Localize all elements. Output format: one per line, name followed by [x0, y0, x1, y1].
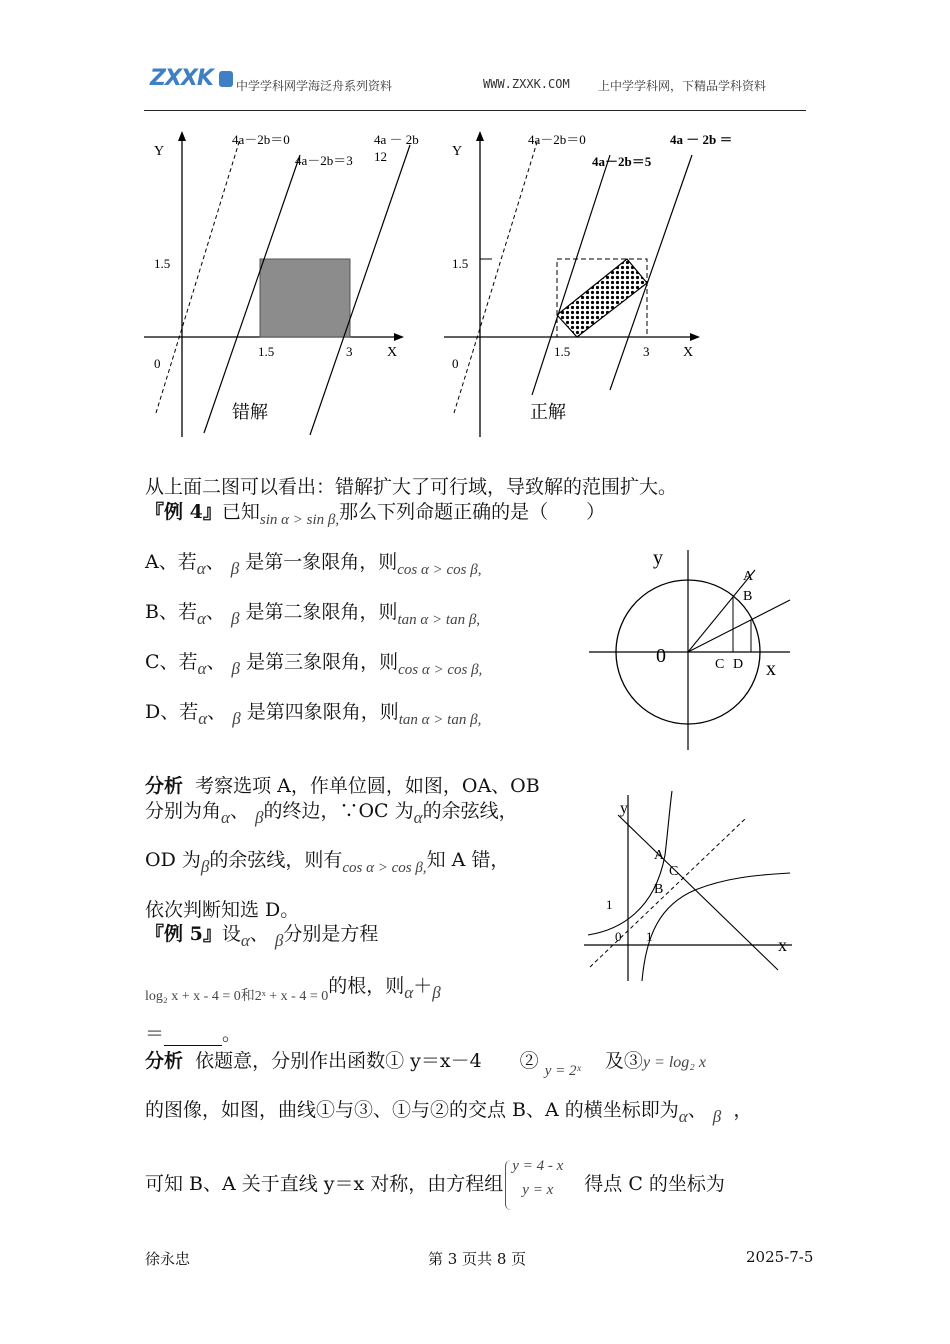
plus-sign: ＋ — [413, 975, 433, 997]
y-tick-label: 1.5 — [452, 256, 469, 271]
point-a-label: A — [743, 569, 754, 584]
beta-symbol: β — [255, 808, 264, 827]
point-c-label: C — [715, 657, 725, 672]
system-row-2: y = x — [522, 1182, 554, 1198]
line-label-2: 4a－2b＝5 — [592, 154, 652, 169]
beta-symbol: β — [712, 1107, 722, 1126]
curve-exp — [588, 791, 672, 935]
example4-condition: sin α > sin β, — [259, 512, 340, 528]
example5-answer-line — [145, 1022, 241, 1046]
option-b-prefix: B、若 — [145, 601, 197, 623]
origin-label: 0 — [615, 929, 622, 944]
y-axis-arrow-icon — [178, 131, 186, 141]
analysis4-line2 — [145, 799, 518, 830]
option-a-text: 是第一象限角，则 — [245, 551, 398, 573]
analysis4-text-1: 考察选项 A，作单位圆，如图，OA、OB — [195, 775, 540, 797]
function-3-math: y = log₂ x — [642, 1054, 706, 1071]
analysis4-math: cos α > cos β, — [342, 860, 427, 876]
analysis4-text-3a: OD 为 — [145, 849, 201, 871]
analysis4-text-3c: 知 A 错， — [426, 849, 510, 871]
analysis5-line3 — [145, 1160, 725, 1210]
site-logo-text: ZXXK — [150, 66, 213, 91]
ray-ob — [688, 600, 790, 652]
example5-stem — [145, 922, 378, 953]
x-label: X — [387, 345, 398, 360]
x-axis-arrow-icon — [394, 333, 404, 341]
origin-label: 0 — [452, 356, 459, 371]
beta-symbol: β — [232, 709, 241, 728]
analysis4-text-2a: 分别为角 — [145, 800, 222, 822]
analysis5-text-a: 依题意，分别作出函数① y＝x－4 ② — [195, 1050, 539, 1072]
one-x-label: 1 — [646, 929, 653, 944]
header-rule — [144, 110, 806, 111]
origin-label: 0 — [656, 645, 666, 667]
line-dashed — [454, 139, 538, 413]
y-label: Y — [452, 144, 463, 159]
example4-stem — [145, 500, 605, 532]
line-label-1: 4a－2b＝0 — [232, 132, 290, 147]
example5-equation-line — [145, 974, 441, 1009]
line-label-3: 4a － 2b ＝ — [670, 132, 733, 147]
x-axis-arrow-icon — [690, 333, 700, 341]
option-c-math: cos α > cos β, — [398, 662, 483, 678]
point-b-label: B — [654, 882, 664, 897]
beta-symbol: β — [230, 609, 240, 628]
alpha-symbol: α — [404, 983, 414, 1002]
analysis5-text-3b: 得点 C 的坐标为 — [584, 1173, 725, 1195]
origin-label: 0 — [154, 356, 161, 371]
x-label: x — [778, 935, 787, 955]
option-a-math: cos α > cos β, — [397, 562, 482, 578]
figure-wrong-solution — [140, 125, 440, 445]
header-left-text: 中学学科网学海泛舟系列资料 — [236, 79, 393, 93]
analysis-label: 分析 — [145, 775, 184, 797]
x-label: x — [766, 658, 776, 680]
beta-symbol: β — [432, 983, 441, 1002]
alpha-symbol: α — [221, 808, 230, 827]
option-b — [145, 600, 480, 632]
beta-symbol: β — [230, 559, 240, 578]
option-a — [145, 550, 481, 582]
analysis5-line1 — [145, 1049, 706, 1083]
x-tick-label-2: 3 — [346, 344, 353, 359]
point-a-label: A — [654, 848, 665, 863]
analysis4-text-2c: 的余弦线， — [422, 800, 518, 822]
footer-author: 徐永忠 — [145, 1250, 191, 1268]
separator: 、 — [249, 923, 269, 945]
example5-label: 『例 5』 — [145, 923, 222, 945]
footer-date: 2025-7-5 — [746, 1248, 814, 1266]
example4-text-a: 已知 — [221, 501, 260, 523]
function-2-math: y = 2ˣ — [544, 1063, 581, 1079]
beta-symbol: β — [231, 659, 241, 678]
option-c-prefix: C、若 — [145, 651, 198, 673]
alpha-symbol: α — [678, 1107, 688, 1126]
point-c-label: C — [669, 864, 679, 879]
x-tick-label-1: 1.5 — [258, 344, 275, 359]
option-a-prefix: A、若 — [145, 551, 197, 573]
alpha-symbol: α — [198, 709, 208, 728]
summary-paragraph: 从上面二图可以看出：错解扩大了可行域，导致解的范围扩大。 — [145, 476, 678, 498]
example5-text-b: 分别是方程 — [283, 923, 379, 945]
analysis5-text-3a: 可知 B、A 关于直线 y＝x 对称，由方程组 — [145, 1173, 504, 1195]
curve-log — [642, 873, 790, 981]
alpha-symbol: α — [240, 931, 250, 950]
analysis4-line3 — [145, 848, 509, 880]
line-label-1: 4a－2b＝0 — [528, 132, 586, 147]
beta-symbol: β — [274, 931, 284, 950]
footer-page: 第 3 页共 8 页 — [428, 1250, 527, 1268]
point-d-label: D — [733, 657, 744, 672]
y-label: Y — [154, 144, 165, 159]
separator: 、 — [207, 701, 227, 723]
alpha-symbol: α — [413, 808, 423, 827]
one-y-label: 1 — [606, 897, 613, 912]
caption: 错解 — [232, 402, 268, 422]
option-d-text: 是第四象限角，则 — [246, 701, 399, 723]
example5-text-a: 设 — [221, 923, 241, 945]
y-tick-label: 1.5 — [154, 256, 171, 271]
line-label-2: 4a－2b＝3 — [295, 153, 353, 168]
analysis4-text-3b: 的余弦线，则有 — [209, 849, 343, 871]
system-row-1: y = 4 - x — [512, 1158, 564, 1174]
analysis-label: 分析 — [145, 1050, 184, 1072]
analysis5-line2 — [145, 1098, 752, 1129]
analysis4-line4: 依次判断知选 D。 — [145, 899, 300, 921]
point-b-label: B — [743, 589, 753, 604]
x-label: X — [683, 345, 694, 360]
beta-symbol: β — [200, 857, 210, 876]
analysis4-line1 — [145, 774, 540, 798]
header-url: WWW.ZXXK.COM — [483, 77, 570, 91]
example4-text-b: 那么下列命题正确的是（ ） — [339, 501, 606, 523]
y-label: y — [620, 800, 628, 817]
example4-label: 『例 4』 — [145, 501, 222, 523]
feasible-region — [557, 259, 647, 337]
alpha-symbol: α — [196, 559, 206, 578]
analysis5-text-2b: ， — [733, 1099, 753, 1121]
option-d-prefix: D、若 — [145, 701, 199, 723]
option-c-text: 是第三象限角，则 — [246, 651, 399, 673]
separator: 、 — [206, 651, 226, 673]
caption: 正解 — [530, 402, 566, 422]
y-label: y — [653, 547, 663, 569]
analysis5-text-2a: 的图像，如图，曲线①与③、①与②的交点 B、A 的横坐标即为 — [145, 1099, 679, 1121]
equation-system — [505, 1160, 582, 1210]
figure-correct-solution — [440, 125, 760, 445]
equals-sign: ＝ — [145, 1023, 165, 1045]
answer-blank[interactable] — [164, 1027, 222, 1046]
separator: 、 — [205, 601, 225, 623]
unit-circle-figure — [585, 540, 800, 755]
curves-figure — [580, 785, 795, 985]
y-axis-arrow-icon — [476, 131, 484, 141]
site-logo — [150, 66, 233, 91]
line-label-3b: 12 — [374, 149, 387, 164]
shaded-region — [260, 259, 350, 337]
example5-equations: log₂ x + x - 4 = 0和2ˣ + x - 4 = 0 — [145, 989, 329, 1004]
example5-text-c: 的根，则 — [328, 975, 405, 997]
x-tick-label-2: 3 — [643, 344, 650, 359]
option-d-math: tan α > tan β, — [398, 712, 482, 728]
alpha-symbol: α — [196, 609, 206, 628]
x-tick-label-1: 1.5 — [554, 344, 571, 359]
option-b-math: tan α > tan β, — [397, 612, 481, 628]
logo-badge-icon — [219, 71, 233, 87]
line-dashed — [156, 139, 240, 413]
line-middle — [532, 155, 610, 395]
line-label-3a: 4a － 2b — [374, 132, 419, 147]
separator: 、 — [205, 551, 225, 573]
option-c — [145, 650, 482, 682]
header-right-text: 上中学学科网，下精品学科资料 — [598, 79, 767, 93]
analysis4-text-2b: 的终边，∵OC 为 — [263, 800, 414, 822]
separator: 、 — [229, 800, 249, 822]
option-b-text: 是第二象限角，则 — [245, 601, 398, 623]
option-d — [145, 700, 481, 732]
period: 。 — [222, 1023, 242, 1045]
line-y-eq-4-minus-x — [618, 815, 778, 970]
alpha-symbol: α — [197, 659, 207, 678]
analysis5-text-b: 及③ — [604, 1050, 643, 1072]
separator: 、 — [687, 1099, 707, 1121]
